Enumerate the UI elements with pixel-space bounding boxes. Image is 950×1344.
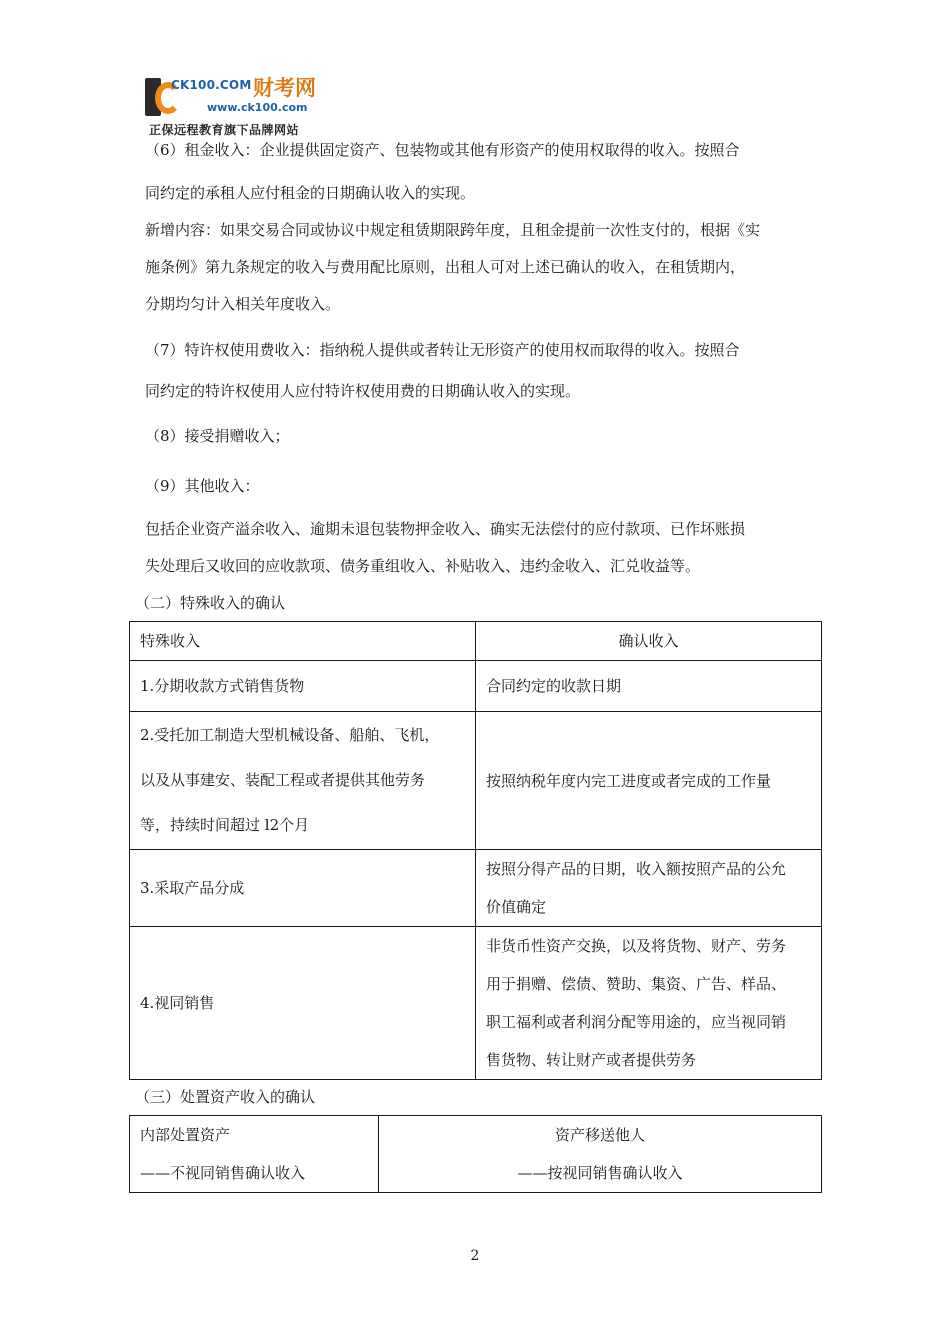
paragraph-line: （7）特许权使用费收入：指纳税人提供或者转让无形资产的使用权而取得的收入。按照合 — [145, 341, 740, 359]
table-cell — [130, 850, 476, 927]
cell-line: 用于捐赠、偿债、赞助、集资、广告、样品、 — [486, 975, 787, 993]
table-cell — [379, 1116, 822, 1193]
table-row — [130, 927, 822, 1080]
cell-line: 等，持续时间超过 l2个月 — [140, 816, 310, 834]
cell-line: 4.视同销售 — [140, 994, 215, 1012]
table-header-cell: 特殊收入 — [130, 622, 476, 661]
paragraph-line: 同约定的承租人应付租金的日期确认收入的实现。 — [145, 184, 476, 202]
page-number: 2 — [470, 1248, 480, 1264]
table-cell — [130, 661, 476, 712]
section-heading: （二）特殊收入的确认 — [135, 594, 286, 612]
paragraph-line: （8）接受捐赠收入； — [145, 427, 290, 445]
cell-line: ——不视同销售确认收入 — [140, 1164, 306, 1182]
table-cell — [476, 850, 822, 927]
cell-line: 合同约定的收款日期 — [486, 677, 622, 695]
table-row — [130, 1116, 822, 1193]
cell-line: 1.分期收款方式销售货物 — [140, 677, 305, 695]
paragraph-line: 失处理后又收回的应收款项、债务重组收入、补贴收入、违约金收入、汇兑收益等。 — [145, 557, 701, 575]
logo-brand: CK100.COM — [171, 78, 252, 92]
site-logo — [145, 74, 330, 140]
logo-url: www.ck100.com — [207, 101, 308, 114]
table-row — [130, 661, 822, 712]
cell-line: 按照纳税年度内完工进度或者完成的工作量 — [486, 771, 772, 790]
logo-tagline: 正保远程教育旗下品牌网站 — [149, 123, 300, 137]
paragraph-line: 包括企业资产溢余收入、逾期未退包装物押金收入、确实无法偿付的应付款项、已作坏账损 — [145, 520, 746, 538]
table-header-cell: 确认收入 — [476, 622, 822, 661]
cell-line: 3.采取产品分成 — [140, 879, 245, 897]
cell-line: 资产移送他人 — [554, 1126, 645, 1144]
paragraph-line: （6）租金收入：企业提供固定资产、包装物或其他有形资产的使用权取得的收入。按照合 — [145, 141, 740, 159]
cell-line: 职工福利或者利润分配等用途的，应当视同销 — [486, 1013, 787, 1031]
cell-line: 售货物、转让财产或者提供劳务 — [486, 1051, 697, 1069]
paragraph-line: 施条例》第九条规定的收入与费用配比原则，出租人可对上述已确认的收入，在租赁期内， — [145, 258, 746, 276]
cell-line: 以及从事建安、装配工程或者提供其他劳务 — [140, 771, 426, 789]
table-row — [130, 850, 822, 927]
cell-line: ——按视同销售确认收入 — [517, 1164, 683, 1182]
table-row — [130, 712, 822, 850]
paragraph-line: 新增内容：如果交易合同或协议中规定租赁期限跨年度，且租金提前一次性支付的，根据《实 — [145, 221, 761, 239]
table-cell — [476, 927, 822, 1080]
logo-name: 财考网 — [253, 76, 316, 100]
cell-line: 按照分得产品的日期，收入额按照产品的公允 — [486, 860, 787, 878]
table-cell — [130, 712, 476, 850]
table-cell — [476, 661, 822, 712]
section-heading: （三）处置资产收入的确认 — [135, 1088, 316, 1106]
asset-disposal-table — [129, 1115, 822, 1193]
table-cell — [130, 1116, 379, 1193]
cell-line: 内部处置资产 — [140, 1126, 231, 1144]
cell-line: 非货币性资产交换，以及将货物、财产、劳务 — [486, 937, 787, 955]
paragraph-line: 同约定的特许权使用人应付特许权使用费的日期确认收入的实现。 — [145, 382, 581, 400]
table-cell — [476, 712, 822, 850]
table-cell — [130, 927, 476, 1080]
paragraph-line: 分期均匀计入相关年度收入。 — [145, 295, 341, 313]
cell-line: 2.受托加工制造大型机械设备、船舶、飞机， — [140, 726, 440, 744]
table-header-row — [130, 622, 822, 661]
cell-line: 价值确定 — [486, 898, 547, 916]
special-income-table — [129, 621, 822, 1080]
paragraph-line: （9）其他收入： — [145, 477, 260, 495]
